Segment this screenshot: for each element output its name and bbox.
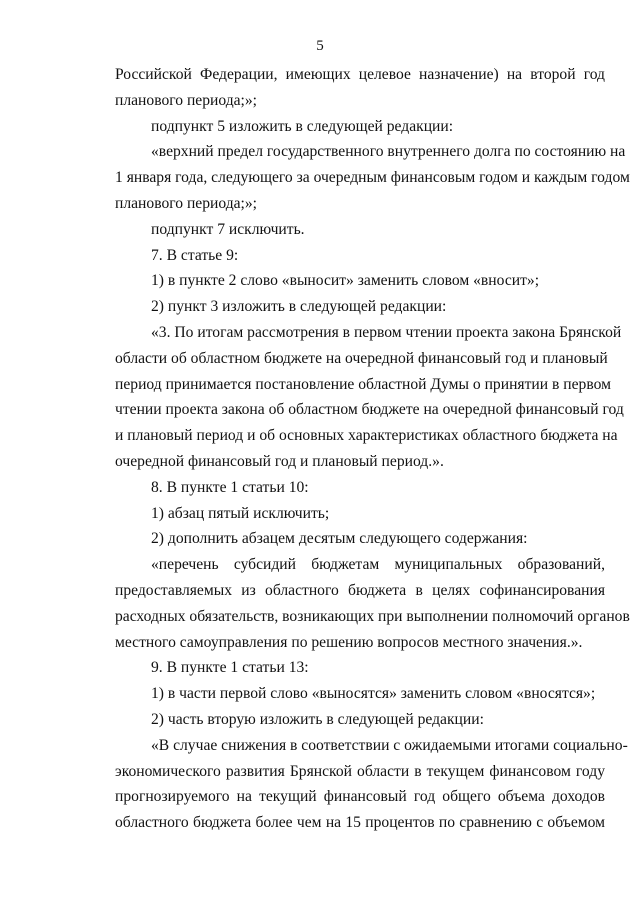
text-line: прогнозируемого на текущий финансовый год общего объема доходов <box>115 788 605 806</box>
text-line: 2) часть вторую изложить в следующей редакции: <box>151 710 484 728</box>
paragraph <box>115 526 605 552</box>
page-number: 5 <box>316 38 324 54</box>
text-line: экономического развития Брянской области в текущем финансовом году <box>115 762 605 780</box>
paragraph <box>115 475 605 501</box>
text-line: предоставляемых из областного бюджета в целях софинансирования <box>115 581 605 599</box>
document-body <box>115 62 630 836</box>
paragraph <box>115 243 605 269</box>
paragraph <box>115 268 605 294</box>
text-line: областного бюджета более чем на 15 процентов по сравнению с объемом <box>115 814 605 832</box>
text-line: области об областном бюджете на очередной финансовый год и плановый <box>115 349 608 367</box>
paragraph <box>115 501 605 527</box>
paragraph <box>115 733 628 836</box>
text-line: планового периода;»; <box>115 194 258 212</box>
text-line: расходных обязательств, возникающих при выполнении полномочий органов <box>115 607 630 625</box>
text-line: «В случае снижения в соответствии с ожидаемыми итогами социально- <box>151 736 628 754</box>
paragraph <box>115 139 630 216</box>
text-line: период принимается постановление областной Думы о принятии в первом <box>115 375 611 393</box>
paragraph <box>115 707 605 733</box>
paragraph <box>115 114 605 140</box>
text-line: подпункт 5 изложить в следующей редакции: <box>151 117 454 135</box>
paragraph <box>115 655 605 681</box>
text-line: подпункт 7 исключить. <box>151 220 305 238</box>
text-line: «3. По итогам рассмотрения в первом чтении проекта закона Брянской <box>151 323 622 341</box>
text-line: очередной финансовый год и плановый период.». <box>115 452 444 470</box>
paragraph <box>115 294 605 320</box>
text-line: «перечень субсидий бюджетам муниципальных образований, <box>151 556 605 574</box>
text-line: Российской Федерации, имеющих целевое назначение) на второй год <box>115 66 605 83</box>
text-line: чтении проекта закона об областном бюджете на очередной финансовый год <box>115 401 624 419</box>
paragraph <box>115 62 605 114</box>
text-line: 8. В пункте 1 статьи 10: <box>151 478 309 496</box>
text-line: 7. В статье 9: <box>151 246 239 264</box>
text-line: 1 января года, следующего за очередным финансовым годом и каждым годом <box>115 169 630 187</box>
text-line: 9. В пункте 1 статьи 13: <box>151 659 309 677</box>
paragraph <box>115 320 624 475</box>
text-line: и плановый период и об основных характеристиках областного бюджета на <box>115 427 618 445</box>
text-line: 2) дополнить абзацем десятым следующего содержания: <box>151 530 528 548</box>
paragraph <box>115 681 605 707</box>
text-line: «верхний предел государственного внутреннего долга по состоянию на <box>151 143 626 161</box>
paragraph <box>115 552 630 655</box>
text-line: местного самоуправления по решению вопросов местного значения.». <box>115 633 583 651</box>
text-line: планового периода;»; <box>115 91 258 109</box>
paragraph <box>115 217 605 243</box>
text-line: 1) абзац пятый исключить; <box>151 504 330 522</box>
text-line: 1) в пункте 2 слово «выносит» заменить словом «вносит»; <box>151 272 540 290</box>
text-line: 2) пункт 3 изложить в следующей редакции: <box>151 298 447 316</box>
text-line: 1) в части первой слово «выносятся» заменить словом «вносятся»; <box>151 685 596 703</box>
